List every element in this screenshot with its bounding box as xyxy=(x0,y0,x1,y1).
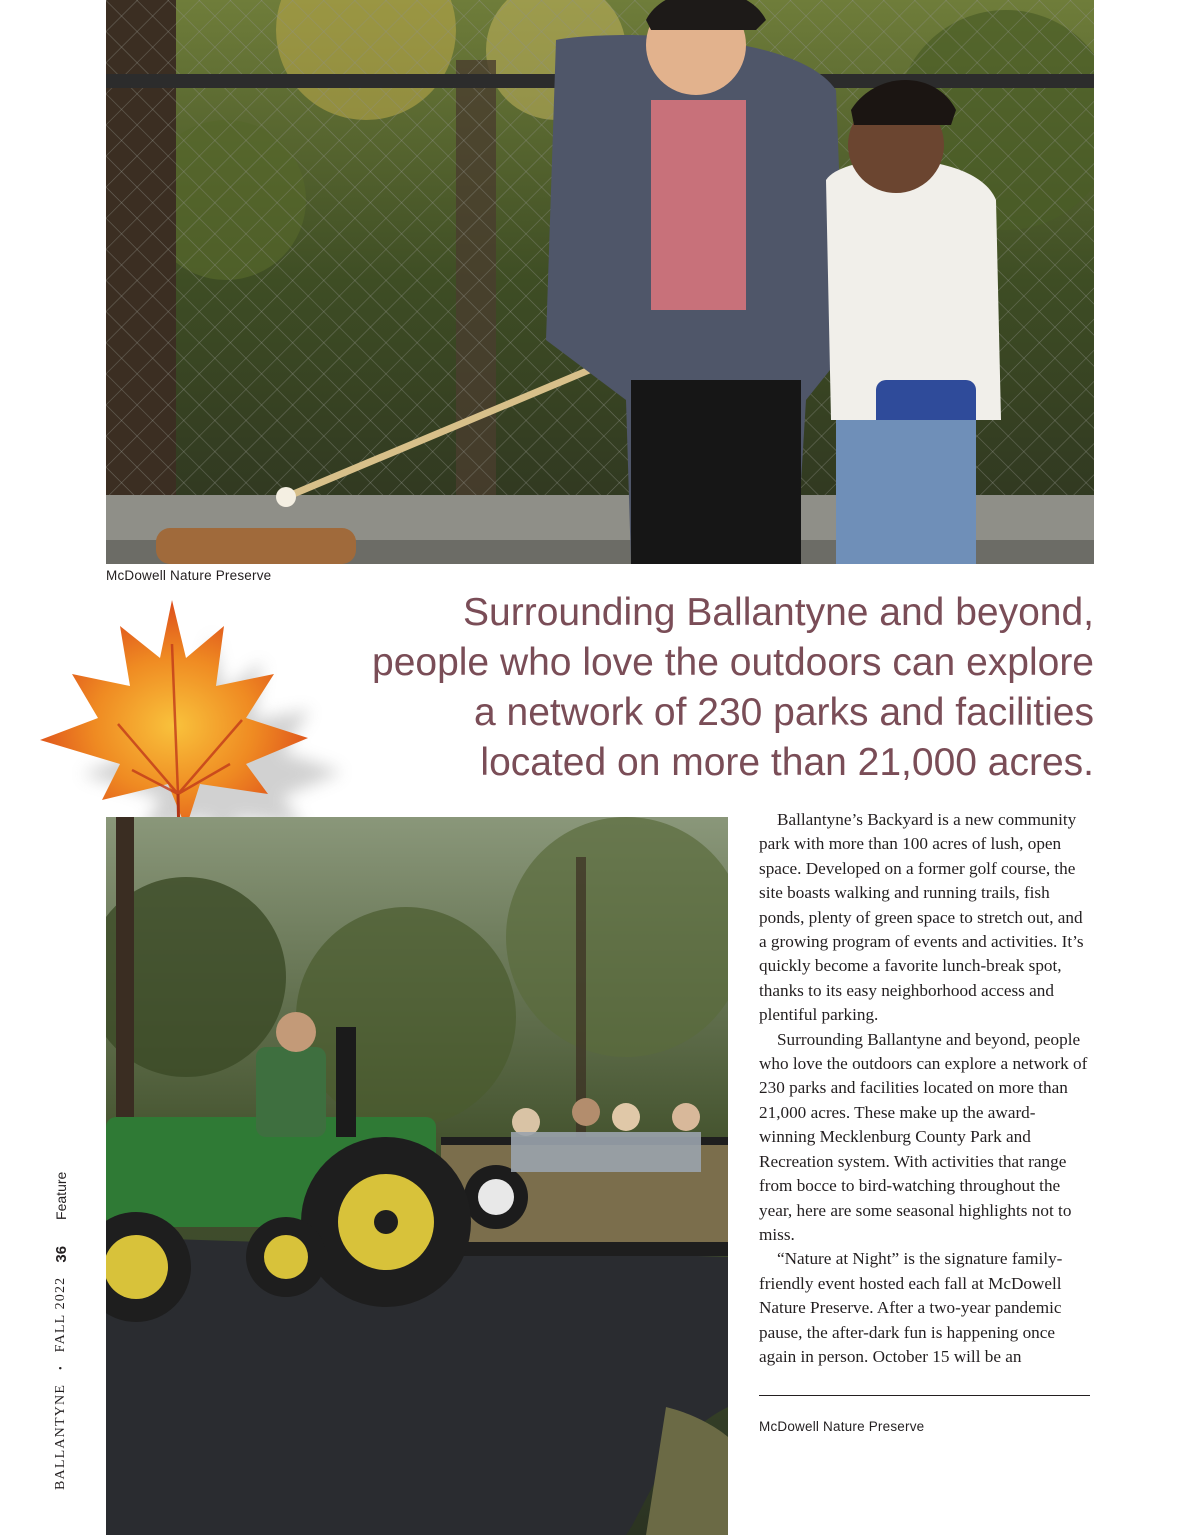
folio-page-number: 36 xyxy=(52,1245,70,1263)
column-divider xyxy=(759,1395,1090,1396)
folio-issue: FALL 2022 xyxy=(53,1276,68,1353)
folio-separator: • xyxy=(55,1366,67,1370)
pull-quote xyxy=(254,588,1094,788)
pull-quote-line: a network of 230 parks and facilities xyxy=(473,691,1094,734)
page-folio xyxy=(46,1140,76,1490)
photo-caption-bottom: McDowell Nature Preserve xyxy=(759,1419,925,1434)
pull-quote-line: Surrounding Ballantyne and beyond, xyxy=(463,591,1094,634)
photo-hayride-tractor xyxy=(106,817,728,1535)
pull-quote-line: people who love the outdoors can explore xyxy=(372,641,1094,684)
article-body xyxy=(759,808,1091,1369)
article-paragraph: Surrounding Ballantyne and beyond, people who love the outdoors can explore a network of 230 parks and facilities located on more than 21,000 acres. These make up the award-winning Mecklenburg County Park and Recreation system. With activities that range from bocce to bird-watching throughout the year, here are some seasonal highlights not to miss. xyxy=(759,1029,1088,1244)
folio-publication: BALLANTYNE xyxy=(53,1383,68,1490)
article-paragraph: Ballantyne’s Backyard is a new community park with more than 100 acres of lush, open space. Developed on a former golf course, the site boasts walking and running trails, fish ponds, plenty of green space to stretch out, and a growing program of events and activities. It’s quickly become a favorite lunch-break spot, thanks to its easy neighborhood access and plentiful parking. xyxy=(759,810,1084,1025)
photo-caption-top: McDowell Nature Preserve xyxy=(106,568,272,583)
article-paragraph: “Nature at Night” is the signature family-friendly event hosted each fall at McDowell Nature Preserve. After a two-year pandemic pause, the after-dark fun is happening once again in person. October 15 will be an xyxy=(759,1249,1063,1366)
photo-marshmallow-roasting xyxy=(106,0,1094,564)
pull-quote-line: located on more than 21,000 acres. xyxy=(480,741,1094,784)
folio-section: Feature xyxy=(53,1171,69,1220)
